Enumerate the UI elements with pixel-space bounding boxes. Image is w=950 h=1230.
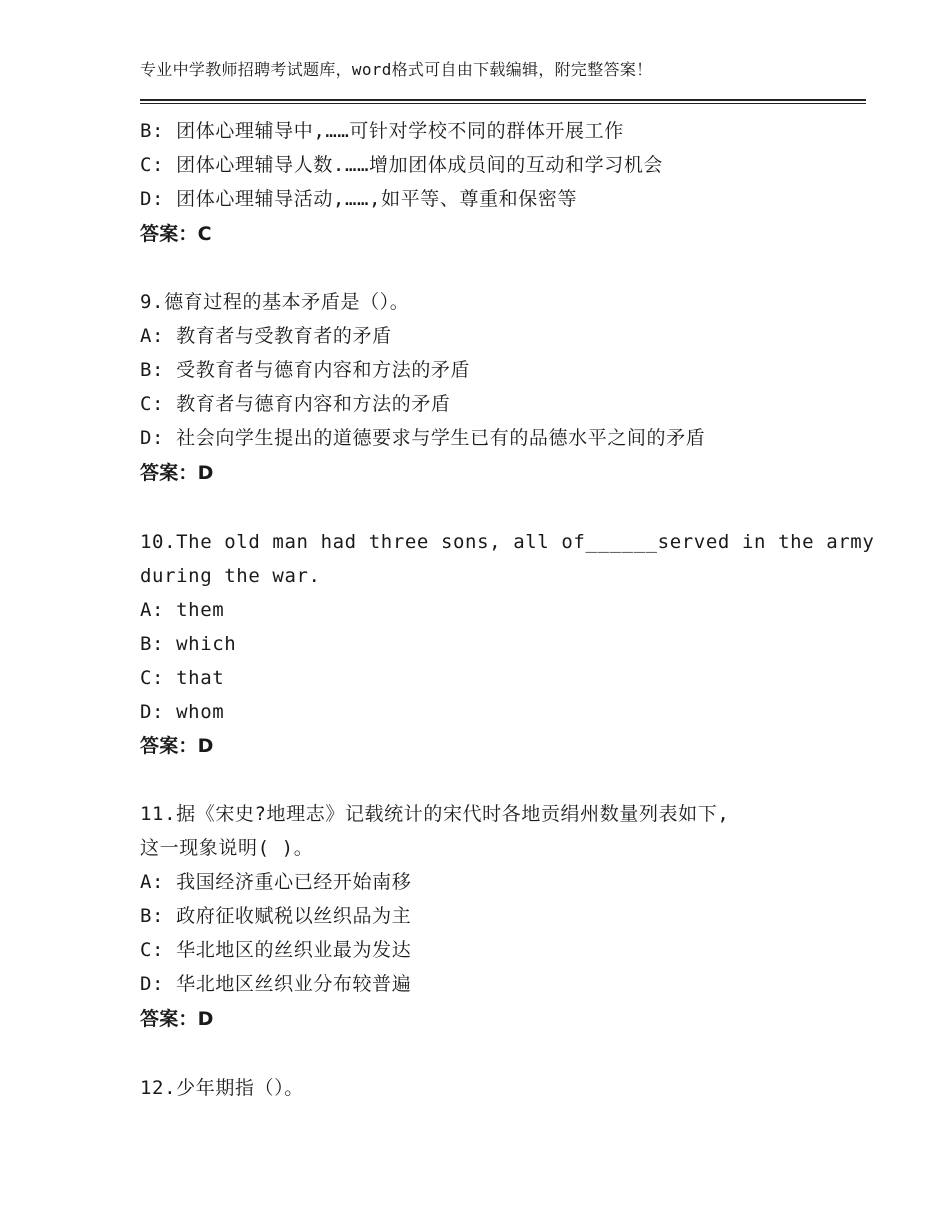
q10-answer: 答案：D xyxy=(140,735,214,757)
q9-option-b: B: 受教育者与德育内容和方法的矛盾 xyxy=(140,359,471,381)
q11-stem-line2: 这一现象说明( )。 xyxy=(140,837,314,859)
q9-option-d: D: 社会向学生提出的道德要求与学生已有的品德水平之间的矛盾 xyxy=(140,427,706,449)
header-rule-thin xyxy=(140,103,866,104)
q9-option-c: C: 教育者与德育内容和方法的矛盾 xyxy=(140,393,451,415)
q8-option-b: B: 团体心理辅导中,……可针对学校不同的群体开展工作 xyxy=(140,120,624,142)
q8-answer: 答案：C xyxy=(140,223,212,245)
header-rule-thick xyxy=(140,99,866,101)
q11-option-a: A: 我国经济重心已经开始南移 xyxy=(140,871,412,893)
q9-stem: 9.德育过程的基本矛盾是（）。 xyxy=(140,291,410,313)
q8-option-c: C: 团体心理辅导人数.……增加团体成员间的互动和学习机会 xyxy=(140,154,664,176)
q11-option-d: D: 华北地区丝织业分布较普遍 xyxy=(140,973,412,995)
q10-option-b: B: which xyxy=(140,633,237,655)
q11-option-c: C: 华北地区的丝织业最为发达 xyxy=(140,939,412,961)
q10-stem-line1: 10.The old man had three sons, all of______served in the army xyxy=(140,531,875,553)
q11-option-b: B: 政府征收赋税以丝织品为主 xyxy=(140,905,412,927)
q8-option-d: D: 团体心理辅导活动,……,如平等、尊重和保密等 xyxy=(140,188,578,210)
q10-option-d: D: whom xyxy=(140,701,225,723)
q10-option-a: A: them xyxy=(140,599,225,621)
q9-answer: 答案：D xyxy=(140,462,214,484)
q11-stem-line1: 11.据《宋史?地理志》记载统计的宋代时各地贡绢州数量列表如下, xyxy=(140,803,730,825)
page-header: 专业中学教师招聘考试题库，word格式可自由下载编辑，附完整答案！ xyxy=(140,60,653,79)
q11-answer: 答案：D xyxy=(140,1008,214,1030)
q10-stem-line2: during the war. xyxy=(140,565,321,587)
q9-option-a: A: 教育者与受教育者的矛盾 xyxy=(140,325,392,347)
q12-stem: 12.少年期指（）。 xyxy=(140,1077,304,1099)
q10-option-c: C: that xyxy=(140,667,225,689)
